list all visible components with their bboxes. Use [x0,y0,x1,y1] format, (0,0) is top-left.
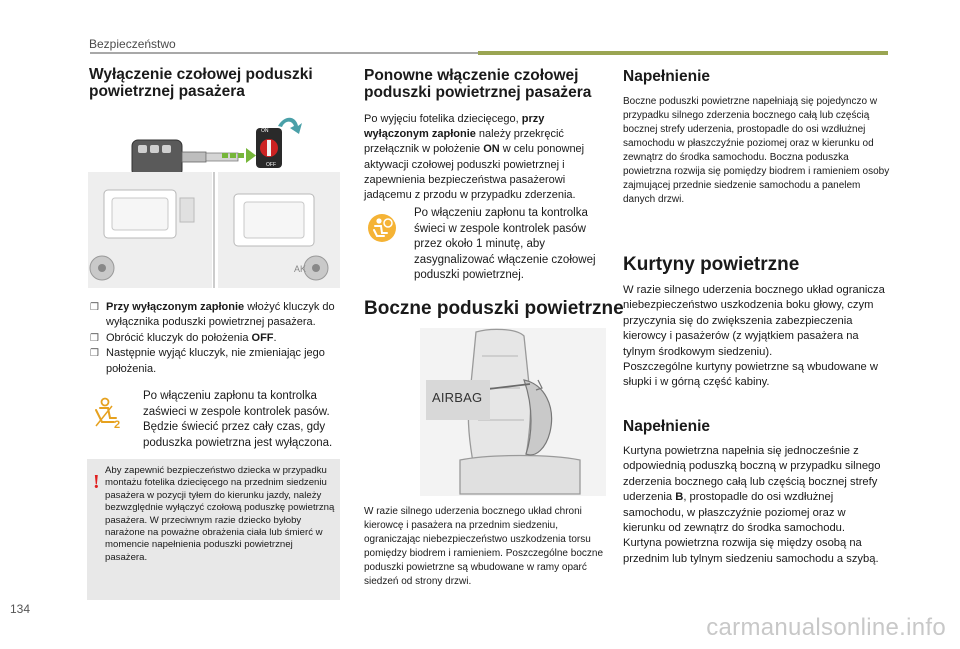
passenger-airbag-switch-illustration [88,112,340,288]
airbag-on-lamp-icon [366,212,398,244]
curtain-airbags-text: W razie silnego uderzenia bocznego układ ogranicza niebezpieczeństwo uszkodzenia boku głowy, czym przyczynia się do zwiększenia zabezpieczenia kierowcy i pasażerów (z wyjątkiem pasażera na tylnym środkowym siedzeniu). Poszczególne kurtyny powietrzne są wbudowane w słupki i w górną część kabiny. [623,284,885,389]
col1-lamp-note: Po włączeniu zapłonu ta kontrolka zaświeci w zespole kontrolek pasów. Będzie świecić przez cały czas, gdy poduszka powietrzna jest wyłączona. [143,390,333,449]
airbag-label: AIRBAG [432,390,483,405]
header-rule [90,52,478,54]
svg-text:2: 2 [114,419,121,430]
page-number: 134 [10,602,31,616]
header-accent-rule [478,51,888,55]
warning-icon: ! [93,471,100,493]
step-3: ❒ Następnie wyjąć kluczyk, nie zmieniając jego położenia. [90,347,325,375]
airbag-switch-icon [256,118,302,168]
col1-steps [90,300,342,377]
col2-lamp-note: Po włączeniu zapłonu ta kontrolka świeci w zespole kontrolek pasów przez około 1 minutę, aby zasygnalizować włączenie czołowej poduszki powietrznej. [414,207,596,282]
section-label: Bezpieczeństwo [89,37,176,51]
inflation-text: Boczne poduszki powietrzne napełniają się pojedynczo w przypadku silnego zderzenia bocznego całą lub częścią bocznej strefy uderzenia, prostopadle do osi wzdłużnej samochodu w płaszczyźnie poziomej oraz w kierunku od zewnątrz do środka samochodu. Boczna poduszka powietrzna rozwija się pomiędzy biodrem i ramieniem osoby zajmującej przednie siedzenie samochodu a panelem danych drzwi. [623,96,890,205]
airbag-off-lamp-icon [92,396,126,430]
col2-intro: Po wyjęciu fotelika dziecięcego, przy wyłączonym zapłonie należy przekręcić przełącznik w położenie ON w celu ponownej aktywacji czołowej poduszki powietrznej i zapewnienia bezpieczeństwa pasażerowi jadącemu z przodu w przypadku zderzenia. [364,113,585,202]
curtain-inflation-title: Napełnienie [623,418,710,435]
col2-title: Ponowne włączenie czołowej poduszki powietrznej pasażera [364,67,592,101]
illustration-letters: AK [294,264,307,274]
warning-text: Aby zapewnić bezpieczeństwo dziecka w przypadku montażu fotelika dziecięcego na przednim siedzeniu pasażera w pozycji tyłem do kierunku jazdy, należy bezwzględnie wyłączyć czołową poduszkę powietrzną pasażera. W przeciwnym razie dziecko byłoby narażone na poważne obrażenia ciała lub śmierć w momencie napełnienia poduszki powietrznej pasażera. [105,465,335,563]
step-1: ❒ Przy wyłączonym zapłonie włożyć kluczyk do wyłącznika poduszki powietrznej pasażera. [90,301,335,329]
svg-text:ON: ON [261,128,269,134]
inflation-title: Napełnienie [623,68,710,85]
col1-title: Wyłączenie czołowej poduszki powietrznej pasażera [89,66,313,100]
svg-text:OFF: OFF [266,162,276,168]
curtain-inflation-text: Kurtyna powietrzna napełnia się jednocześnie z odpowiednią poduszką boczną w przypadku silnego zderzenia bocznego całą lub częścią bocznej strefy uderzenia B, prostopadle do osi wzdłużnej samochodu, w płaszczyźnie poziomej oraz w kierunku od zewnątrz do środka samochodu. Kurtyna powietrzna rozwija się między osobą na przednim lub tylnym siedzeniu samochodu a szybą. [623,445,881,565]
side-airbags-title: Boczne poduszki powietrzne [364,298,624,319]
watermark: carmanualsonline.info [706,614,946,641]
step-2: ❒ Obrócić kluczyk do położenia OFF. [90,331,277,344]
child-seat-warning [87,459,340,600]
curtain-airbags-title: Kurtyny powietrzne [623,254,800,275]
side-airbags-text: W razie silnego uderzenia bocznego układ chroni kierowcę i pasażera na przednim siedzeniu, ograniczając niebezpieczeństwo uszkodzenia torsu pomiędzy biodrem i ramieniem. Poszczególne boczne poduszki powietrzne są wbudowane w ramy oparć siedzeń od strony drzwi. [364,506,604,587]
